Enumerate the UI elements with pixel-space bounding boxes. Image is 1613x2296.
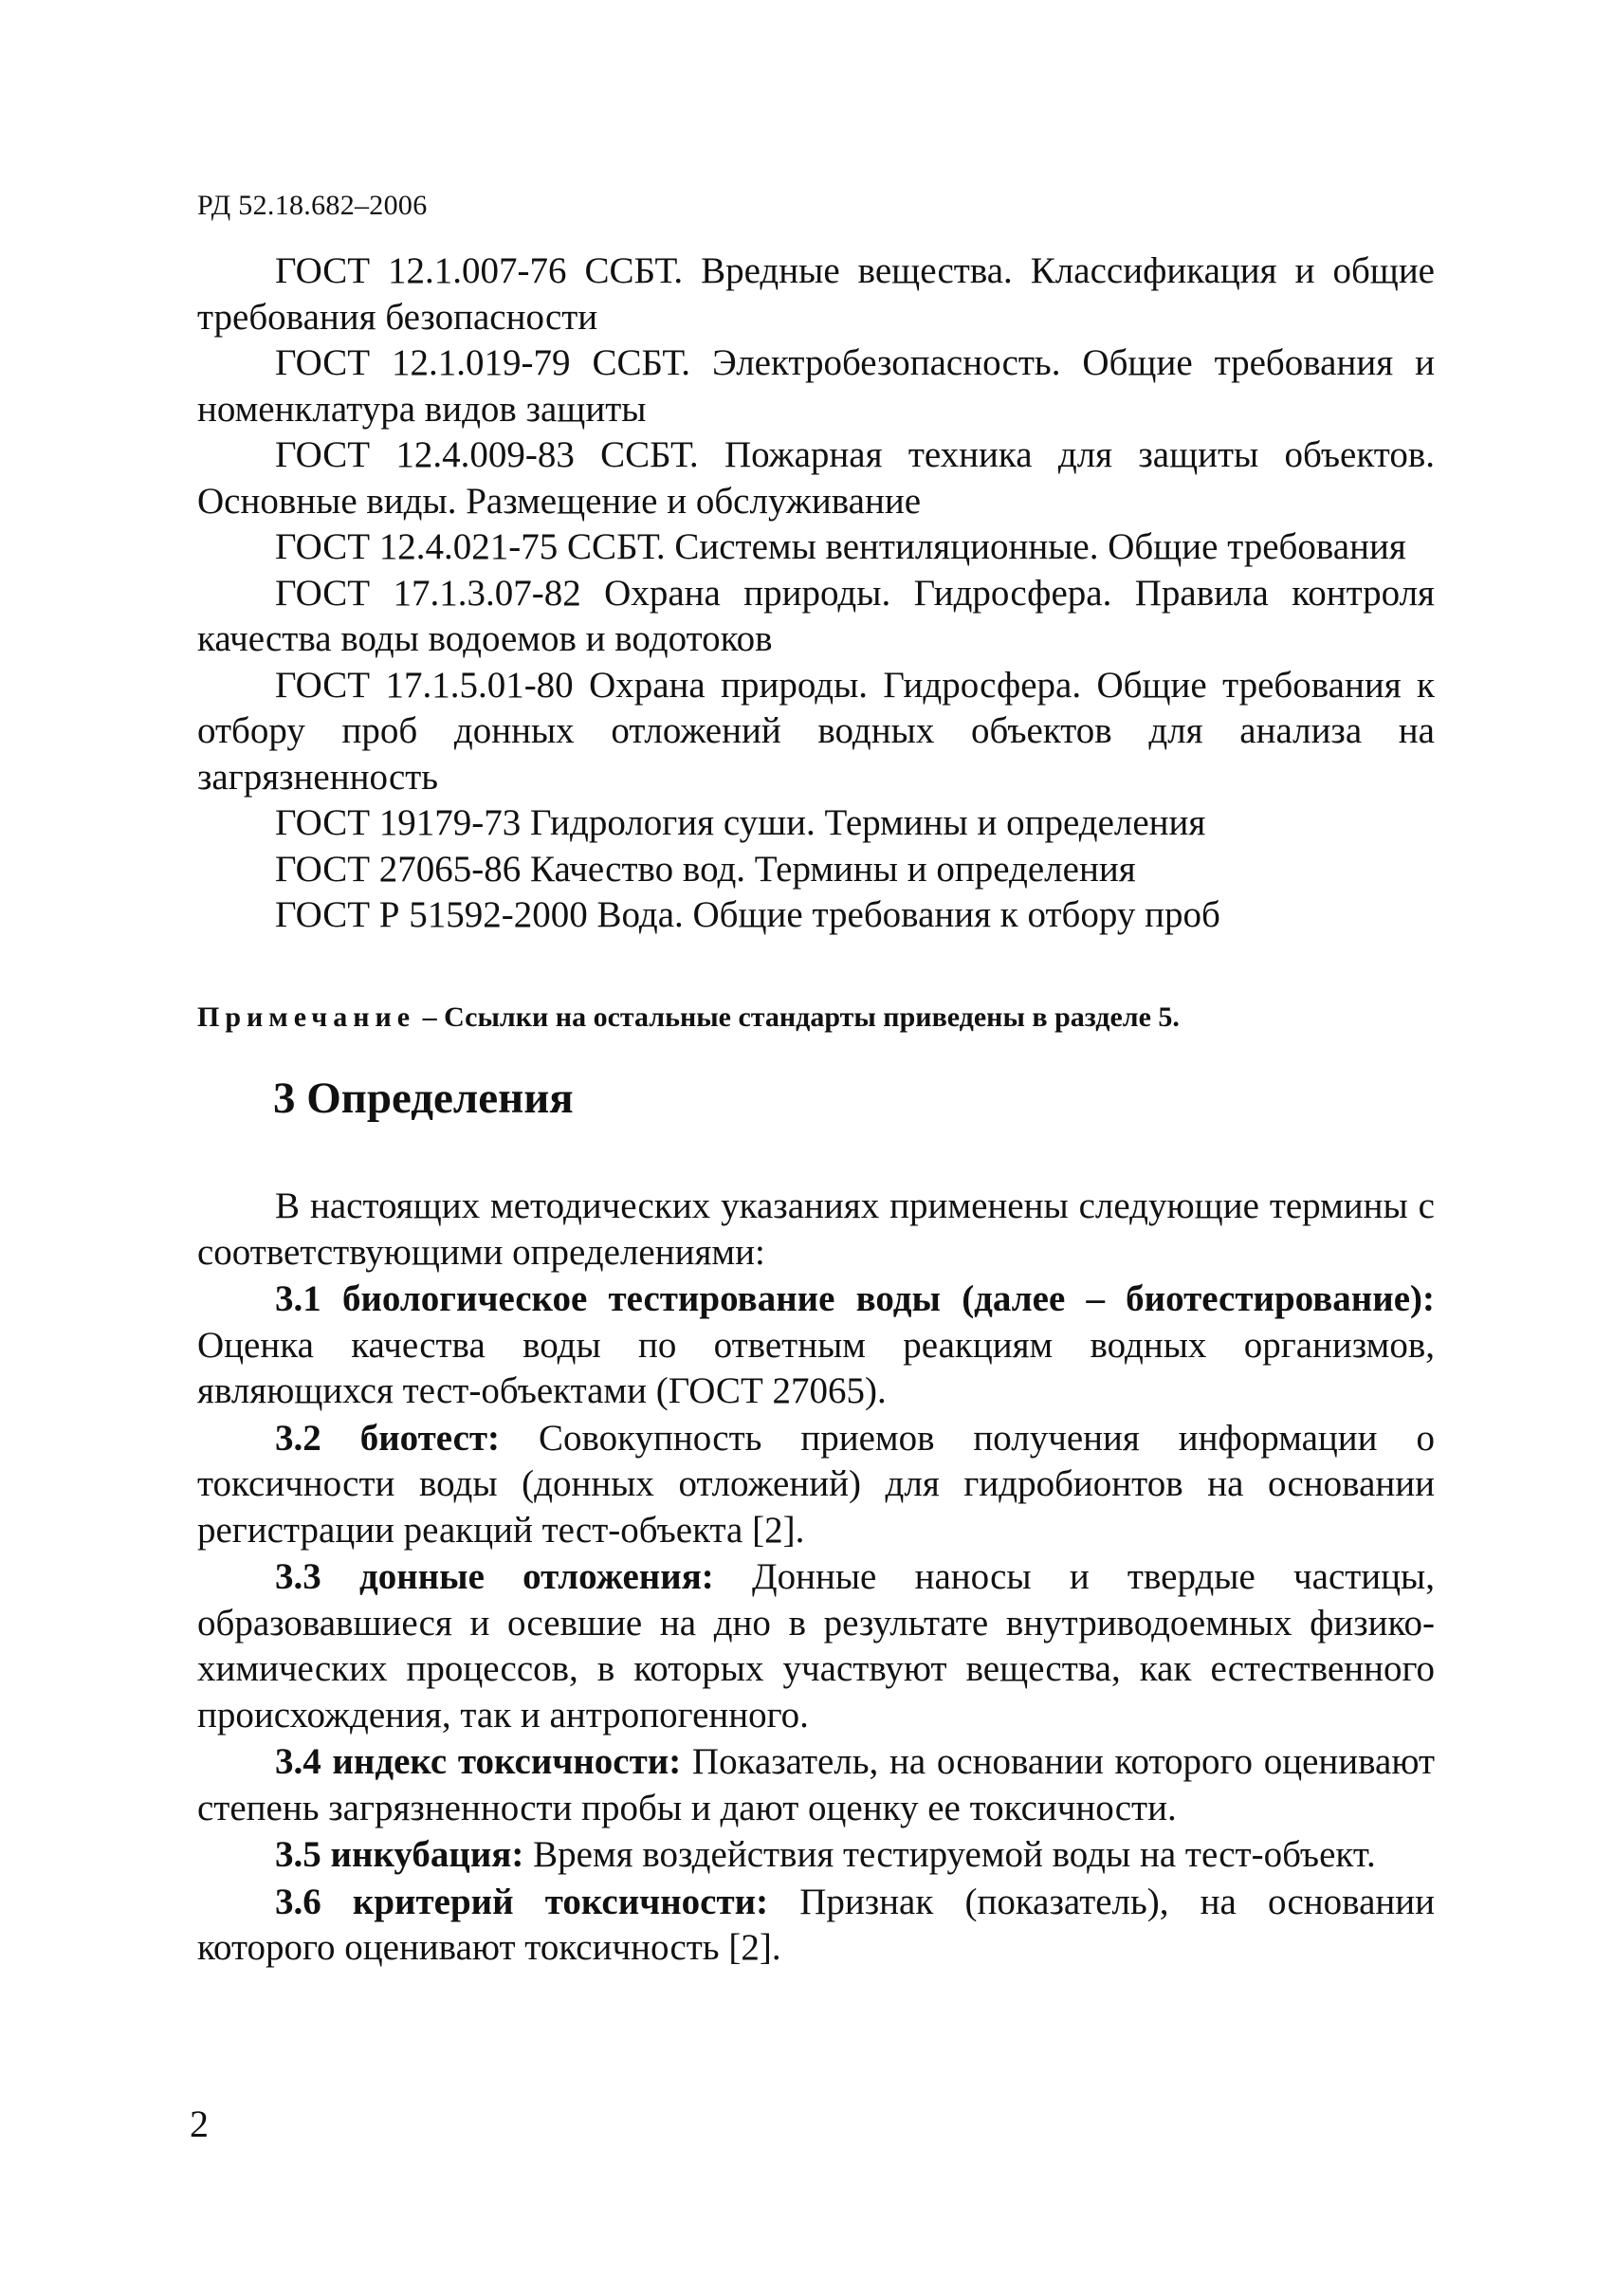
definitions-section (197, 1184, 1435, 1973)
definition-term: 3.5 инкубация: (275, 1834, 524, 1875)
definition-item (197, 1277, 1435, 1415)
definitions-intro: В настоящих методических указаниях применены следующие термины с соответствующими определениями: (197, 1185, 1435, 1273)
definition-term: 3.3 донные отложения: (275, 1556, 714, 1597)
definition-item (197, 1416, 1435, 1554)
reference-item: ГОСТ 17.1.5.01-80 Охрана природы. Гидросфера. Общие требования к отбору проб донных отложений водных объектов для анализа на загрязненность (197, 664, 1435, 798)
section-heading: 3 Определения (273, 1074, 574, 1123)
reference-item: ГОСТ 12.4.021-75 ССБТ. Системы вентиляционные. Общие требования (275, 526, 1406, 567)
definition-item (197, 1554, 1435, 1738)
definition-item (197, 1832, 1435, 1879)
note-separator: – (415, 1001, 445, 1033)
definition-text: Признак (показатель), на основании которого оценивают токсичность [2]. (197, 1881, 1435, 1968)
running-head: РД 52.18.682–2006 (197, 190, 428, 221)
reference-item: ГОСТ 12.1.007-76 ССБТ. Вредные вещества. Классификация и общие требования безопасности (197, 250, 1435, 338)
reference-item: ГОСТ 27065-86 Качество вод. Термины и определения (275, 848, 1136, 890)
note-label: Примечание (197, 1001, 416, 1033)
definition-item (197, 1880, 1435, 1972)
definition-term: 3.2 биотест: (275, 1417, 501, 1459)
definition-term: 3.6 критерий токсичности: (275, 1881, 769, 1922)
reference-item: ГОСТ 19179-73 Гидрология суши. Термины и определения (275, 802, 1206, 843)
reference-item: ГОСТ 17.1.3.07-82 Охрана природы. Гидросфера. Правила контроля качества воды водоемов и водотоков (197, 572, 1435, 659)
definition-text: Время воздействия тестируемой воды на тест-объект. (523, 1834, 1376, 1875)
page-number: 2 (190, 2103, 209, 2145)
definition-term: 3.4 индекс токсичности: (275, 1741, 682, 1782)
references-note (197, 999, 1435, 1037)
reference-item: ГОСТ Р 51592-2000 Вода. Общие требования к отбору проб (275, 894, 1220, 935)
references-list (197, 248, 1435, 939)
definition-term: 3.1 биологическое тестирование воды (далее – биотестирование): (275, 1278, 1435, 1319)
reference-item: ГОСТ 12.1.019-79 ССБТ. Электробезопасность. Общие требования и номенклатура видов защиты (197, 342, 1435, 430)
definition-text: Совокупность приемов получения информации о токсичности воды (донных отложений) для гидробионтов на основании регистрации реакций тест-объекта [2]. (197, 1417, 1435, 1551)
definition-item (197, 1739, 1435, 1831)
definition-text: Донные наносы и твердые частицы, образовавшиеся и осевшие на дно в результате внутриводоемных физико-химических процессов, в которых участвуют вещества, как естественного происхождения, так и антропогенного. (197, 1556, 1435, 1736)
note-text: Ссылки на остальные стандарты приведены в разделе 5. (444, 1001, 1180, 1033)
definition-text: Оценка качества воды по ответным реакциям водных организмов, являющихся тест-объектами (ГОСТ 27065). (197, 1324, 1435, 1411)
definition-text: Показатель, на основании которого оценивают степень загрязненности пробы и дают оценку ее токсичности. (197, 1741, 1436, 1828)
reference-item: ГОСТ 12.4.009-83 ССБТ. Пожарная техника для защиты объектов. Основные виды. Размещение и обслуживание (197, 434, 1435, 522)
